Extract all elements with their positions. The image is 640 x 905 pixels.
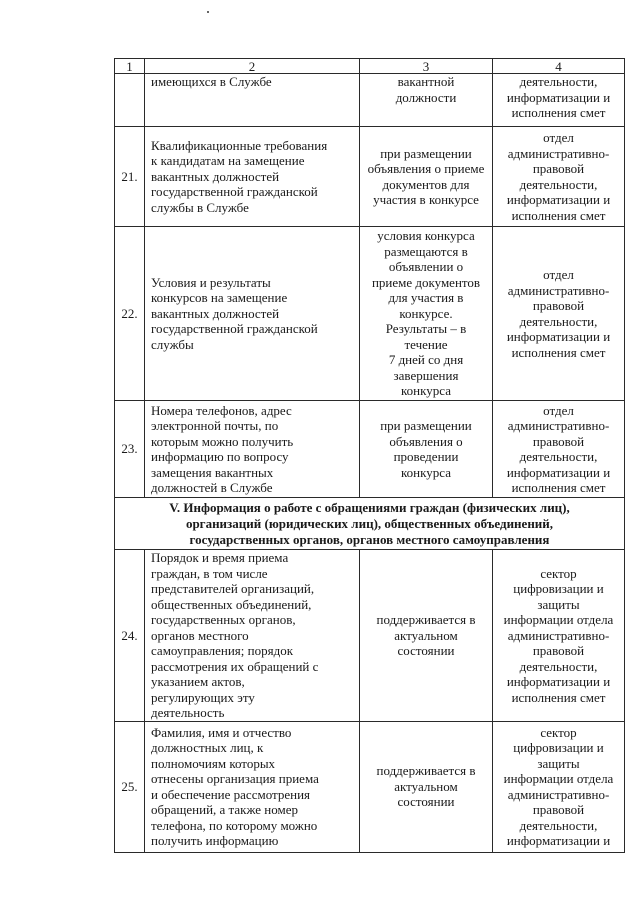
row-number: 21. — [115, 127, 145, 227]
table-row — [115, 401, 625, 498]
row-term: поддерживается в актуальном состоянии — [360, 550, 493, 722]
row-number: 22. — [115, 227, 145, 401]
table-row — [115, 550, 625, 722]
row-name: Квалификационные требования к кандидатам на замещение вакантных должностей государственной гражданской службы в Службе — [145, 127, 360, 227]
row-term: при размещении объявления о проведении конкурса — [360, 401, 493, 498]
row-responsible: отдел административно- правовой деятельности, информатизации и исполнения смет — [493, 127, 625, 227]
row-responsible: отдел административно- правовой деятельности, информатизации и исполнения смет — [493, 227, 625, 401]
row-name: Номера телефонов, адрес электронной почты, по которым можно получить информацию по вопросу замещения вакантных должностей в Службе — [145, 401, 360, 498]
header-cell-3: 3 — [360, 59, 493, 74]
row-term: при размещении объявления о приеме документов для участия в конкурсе — [360, 127, 493, 227]
row-number — [115, 74, 145, 127]
row-responsible: отдел административно- правовой деятельности, информатизации и исполнения смет — [493, 401, 625, 498]
row-responsible: сектор цифровизации и защиты информации отдела административно- правовой деятельности, информатизации и — [493, 721, 625, 852]
table-row-continuation — [115, 74, 625, 127]
row-name: Фамилия, имя и отчество должностных лиц, к полномочиям которых отнесены организация приема и обеспечение рассмотрения обращений, а также номер телефона, по которому можно получить информацию — [145, 721, 360, 852]
table-row — [115, 127, 625, 227]
section-heading-row — [115, 498, 625, 550]
row-number: 24. — [115, 550, 145, 722]
scan-speck — [207, 11, 209, 13]
table-row — [115, 721, 625, 852]
header-cell-4: 4 — [493, 59, 625, 74]
section-heading: V. Информация о работе с обращениями граждан (физических лиц), организаций (юридических лиц), общественных объединений, государственных органов, органов местного самоуправления — [115, 498, 625, 550]
row-term: поддерживается в актуальном состоянии — [360, 721, 493, 852]
header-cell-1: 1 — [115, 59, 145, 74]
row-responsible: сектор цифровизации и защиты информации отдела административно- правовой деятельности, информатизации и исполнения смет — [493, 550, 625, 722]
row-name: Порядок и время приема граждан, в том числе представителей организаций, общественных объединений, государственных органов, органов местного самоуправления; порядок рассмотрения их обращений с указанием актов, регулирующих эту деятельность — [145, 550, 360, 722]
row-name: имеющихся в Службе — [145, 74, 360, 127]
row-number: 23. — [115, 401, 145, 498]
header-row — [115, 59, 625, 74]
row-number: 25. — [115, 721, 145, 852]
row-term: вакантной должности — [360, 74, 493, 127]
header-cell-2: 2 — [145, 59, 360, 74]
info-table — [114, 58, 625, 853]
row-name: Условия и результаты конкурсов на замещение вакантных должностей государственной гражданской службы — [145, 227, 360, 401]
row-responsible: деятельности, информатизации и исполнения смет — [493, 74, 625, 127]
table-row — [115, 227, 625, 401]
row-term: условия конкурса размещаются в объявлении о приеме документов для участия в конкурсе. Результаты – в течение 7 дней со дня завершения конкурса — [360, 227, 493, 401]
